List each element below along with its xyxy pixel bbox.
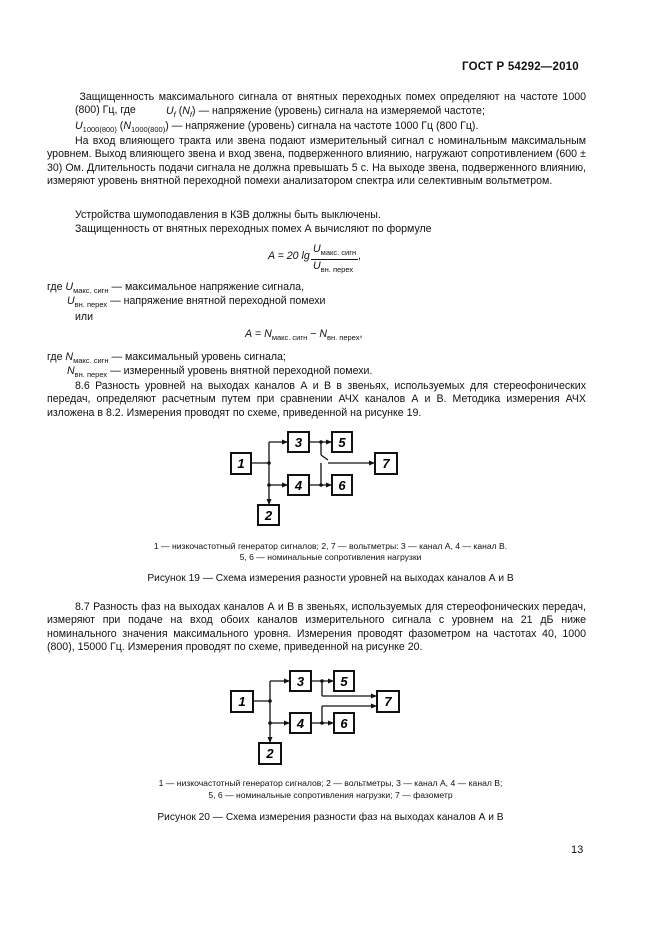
- fig20-label-3: 3: [296, 674, 305, 689]
- formula-uf-definition: $U_f$ $(N_f)$ — напряжение (уровень) сигнала на измеряемой частоте;: [166, 105, 485, 120]
- figure-20-legend-line-1: 1 — низкочастотный генератор сигналов; 2 — вольтметры, 3 — канал А, 4 — канал В;: [158, 778, 503, 788]
- paragraph-protection-max: Защищенность максимального сигнала от внятных переходных помех определяют на частоте 1000 (800) Гц, где: [75, 91, 586, 117]
- fig19-label-4: 4: [294, 478, 303, 493]
- text-or: или: [75, 311, 94, 323]
- paragraph-measurement-procedure: На вход влияющего тракта или звена подают измерительный сигнал с номинальным максимальным уровнем. Выход влияющего звена и вход звена, подверженного влиянию, нагружают сопротивлением (600 ± 30) Ом. Длительность подачи сигнала не должна превышать 5 с. На выходе звена, подверженного влиянию, измеряют уровень внятной переходной помехи анализатором спектра или селективным вольтметром.: [47, 135, 586, 188]
- paragraph-formula-intro: Защищенность от внятных переходных помех А вычисляют по формуле: [75, 223, 432, 235]
- fig20-label-7: 7: [384, 694, 392, 709]
- definition-umax: где $U_{макс. сигн}$ — максимальное напряжение сигнала,: [47, 281, 305, 296]
- definition-uper: $U_{вн. перех}$ — напряжение внятной переходной помехи: [67, 295, 326, 310]
- fig19-label-7: 7: [382, 456, 390, 471]
- paragraph-8-6: 8.6 Разность уровней на выходах каналов А и В в звеньях, используемых для стереофонических передач, определяют расчетным путем при сравнении АЧХ каналов А и В. Методика измерения АЧХ изложена в 8.2. Измерения проводят по схеме, приведенной на рисунке 19.: [47, 380, 586, 419]
- fig20-label-5: 5: [340, 674, 348, 689]
- definition-nmax: где $N_{макс. сигн}$ — максимальный уровень сигнала;: [47, 351, 286, 366]
- document-header: ГОСТ Р 54292—2010: [462, 61, 579, 73]
- formula-u1000-definition: $U_{1000(800)}$ $(N_{1000(800)})$ — напряжение (уровень) сигнала на частоте 1000 Гц (800 Гц).: [75, 120, 479, 135]
- fig20-label-2: 2: [266, 746, 274, 761]
- formula-comma: ,: [358, 250, 361, 262]
- figure-19-caption: Рисунок 19 — Схема измерения разности уровней на выходах каналов А и В: [147, 573, 514, 584]
- figure-20-legend-line-2: 5, 6 — номинальные сопротивления нагрузки; 7 — фазометр: [208, 790, 453, 800]
- figure-19-diagram: [225, 425, 405, 530]
- figure-20-caption: Рисунок 20 — Схема измерения разности фаз на выходах каналов А и В: [157, 812, 504, 823]
- figure-20-diagram: [225, 665, 410, 770]
- fig19-label-3: 3: [294, 435, 303, 450]
- formula-protection-level: $A = N_{макс. сигн} - N_{вн. перех}$,: [245, 328, 363, 343]
- fig19-label-2: 2: [264, 508, 273, 523]
- fig20-label-4: 4: [296, 716, 305, 731]
- paragraph-8-7: 8.7 Разность фаз на выходах каналов А и В в звеньях, используемых для стереофонических передач, измеряют при подаче на вход обоих каналов измерительного сигнала с уровнем на 21 дБ ниже номинального значения максимального уровня. Измерения проводят фазометром на частотах 40, 1000 (800), 15000 Гц. Измерения проводят по схеме, приведенной на рисунке 20.: [47, 601, 586, 654]
- figure-19-legend-line-1: 1 — низкочастотный генератор сигналов; 2, 7 — вольтметры: 3 — канал А, 4 — канал В.: [153, 541, 508, 551]
- fig20-label-1: 1: [238, 694, 246, 709]
- fig20-label-6: 6: [340, 716, 348, 731]
- formula-protection-voltage: A = 20 lg: [268, 250, 310, 262]
- definition-nper: $N_{вн. перех}$ — измеренный уровень внятной переходной помехи.: [67, 365, 373, 380]
- page-number: 13: [571, 844, 584, 856]
- formula-fraction: $U_{макс. сигн}$ $U_{вн. перех}$: [313, 243, 357, 275]
- fig19-label-6: 6: [338, 478, 346, 493]
- paragraph-noise-reduction: Устройства шумоподавления в КЗВ должны быть выключены.: [75, 209, 381, 221]
- figure-19-legend-line-2: 5, 6 — номинальные сопротивления нагрузки: [239, 552, 422, 562]
- fig19-label-5: 5: [338, 435, 346, 450]
- fig19-label-1: 1: [237, 456, 245, 471]
